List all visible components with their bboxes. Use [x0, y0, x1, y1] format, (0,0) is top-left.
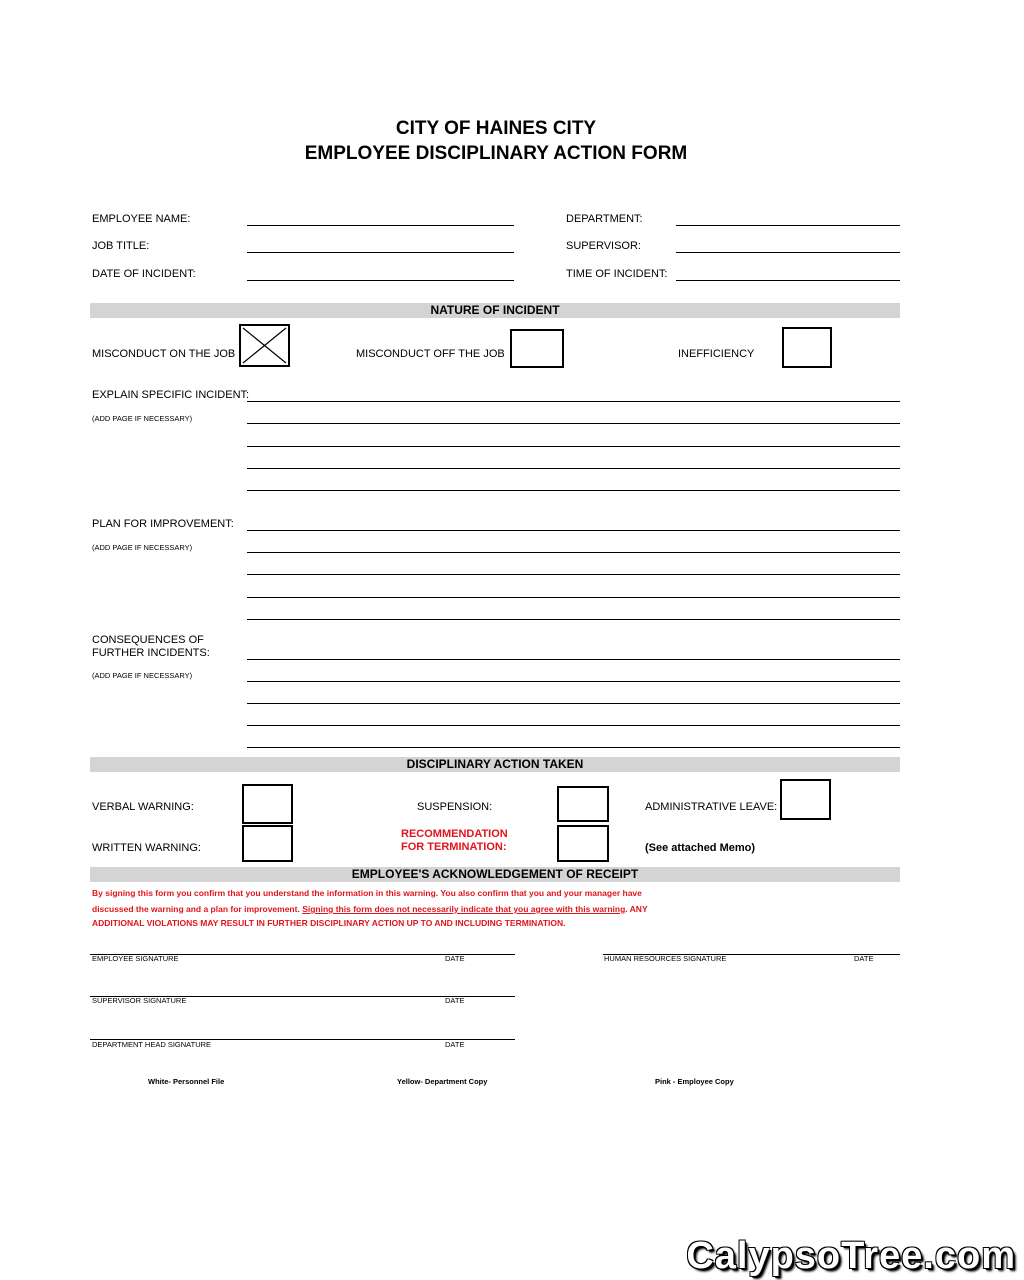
- consequences-line[interactable]: [247, 703, 900, 704]
- date-label: DATE: [854, 954, 874, 963]
- job-title-label: JOB TITLE:: [92, 240, 150, 252]
- consequences-line[interactable]: [247, 725, 900, 726]
- date-of-incident-label: DATE OF INCIDENT:: [92, 268, 196, 280]
- department-label: DEPARTMENT:: [566, 213, 643, 225]
- for-termination-label: FOR TERMINATION:: [401, 841, 507, 853]
- suspension-checkbox[interactable]: [557, 786, 609, 822]
- pink-copy-note: Pink - Employee Copy: [655, 1077, 734, 1086]
- form-title: EMPLOYEE DISCIPLINARY ACTION FORM: [304, 143, 688, 164]
- recommendation-label: RECOMMENDATION: [401, 828, 508, 840]
- ack-text-part: discussed the warning and a plan for improvement.: [92, 904, 300, 914]
- explain-incident-label: EXPLAIN SPECIFIC INCIDENT:: [92, 389, 250, 401]
- explain-line[interactable]: [247, 423, 900, 424]
- supervisor-field[interactable]: [676, 252, 900, 253]
- verbal-warning-label: VERBAL WARNING:: [92, 801, 194, 813]
- yellow-copy-note: Yellow- Department Copy: [397, 1077, 488, 1086]
- date-of-incident-field[interactable]: [247, 280, 514, 281]
- ack-underlined-text: Signing this form does not necessarily indicate that you agree with this warning: [302, 904, 626, 914]
- add-page-note: (ADD PAGE IF NECESSARY): [92, 671, 193, 680]
- watermark: CalypsoTree.com: [686, 1235, 1016, 1277]
- date-label: DATE: [445, 1040, 465, 1049]
- acknowledgement-text-line-3: ADDITIONAL VIOLATIONS MAY RESULT IN FURTHER DISCIPLINARY ACTION UP TO AND INCLUDING TERMINATION.: [92, 918, 566, 928]
- org-title: CITY OF HAINES CITY: [395, 118, 597, 139]
- see-attached-memo: (See attached Memo): [645, 842, 756, 854]
- nature-of-incident-heading: NATURE OF INCIDENT: [90, 303, 900, 318]
- consequences-line[interactable]: [247, 659, 900, 660]
- suspension-label: SUSPENSION:: [417, 801, 493, 813]
- department-head-signature-label: DEPARTMENT HEAD SIGNATURE: [92, 1040, 212, 1049]
- date-label: DATE: [445, 954, 465, 963]
- date-label: DATE: [445, 996, 465, 1005]
- employee-signature-label: EMPLOYEE SIGNATURE: [92, 954, 179, 963]
- ack-text-part: . ANY: [625, 904, 648, 914]
- job-title-field[interactable]: [247, 252, 514, 253]
- misconduct-off-job-label: MISCONDUCT OFF THE JOB: [356, 348, 505, 360]
- time-of-incident-label: TIME OF INCIDENT:: [566, 268, 668, 280]
- written-warning-checkbox[interactable]: [242, 825, 293, 862]
- misconduct-on-job-label: MISCONDUCT ON THE JOB: [92, 348, 236, 360]
- plan-line[interactable]: [247, 619, 900, 620]
- inefficiency-checkbox[interactable]: [782, 327, 832, 368]
- explain-line[interactable]: [247, 490, 900, 491]
- supervisor-label: SUPERVISOR:: [566, 240, 641, 252]
- hr-signature-label: HUMAN RESOURCES SIGNATURE: [604, 954, 727, 963]
- add-page-note: (ADD PAGE IF NECESSARY): [92, 543, 193, 552]
- time-of-incident-field[interactable]: [676, 280, 900, 281]
- acknowledgement-text-line-2: [92, 904, 648, 914]
- add-page-note: (ADD PAGE IF NECESSARY): [92, 414, 193, 423]
- inefficiency-label: INEFFICIENCY: [678, 348, 755, 360]
- checked-x-icon: [241, 326, 288, 365]
- explain-line[interactable]: [247, 468, 900, 469]
- department-field[interactable]: [676, 225, 900, 226]
- consequences-line[interactable]: [247, 747, 900, 748]
- employee-name-field[interactable]: [247, 225, 514, 226]
- misconduct-on-job-checkbox[interactable]: [239, 324, 290, 367]
- misconduct-off-job-checkbox[interactable]: [510, 329, 564, 368]
- plan-line[interactable]: [247, 530, 900, 531]
- plan-line[interactable]: [247, 552, 900, 553]
- supervisor-signature-label: SUPERVISOR SIGNATURE: [92, 996, 187, 1005]
- employee-name-label: EMPLOYEE NAME:: [92, 213, 191, 225]
- termination-checkbox[interactable]: [557, 825, 609, 862]
- consequences-label: CONSEQUENCES OF: [92, 634, 204, 646]
- explain-line[interactable]: [247, 401, 900, 402]
- explain-line[interactable]: [247, 446, 900, 447]
- plan-line[interactable]: [247, 574, 900, 575]
- plan-improvement-label: PLAN FOR IMPROVEMENT:: [92, 518, 234, 530]
- administrative-leave-label: ADMINISTRATIVE LEAVE:: [645, 801, 778, 813]
- plan-line[interactable]: [247, 597, 900, 598]
- acknowledgement-heading: EMPLOYEE'S ACKNOWLEDGEMENT OF RECEIPT: [90, 867, 900, 882]
- administrative-leave-checkbox[interactable]: [780, 779, 831, 820]
- verbal-warning-checkbox[interactable]: [242, 784, 293, 824]
- disciplinary-action-heading: DISCIPLINARY ACTION TAKEN: [90, 757, 900, 772]
- written-warning-label: WRITTEN WARNING:: [92, 842, 201, 854]
- white-copy-note: White- Personnel File: [148, 1077, 225, 1086]
- acknowledgement-text-line-1: By signing this form you confirm that you understand the information in this warning. You also confirm that you and your manager have: [92, 888, 642, 898]
- further-incidents-label: FURTHER INCIDENTS:: [92, 647, 210, 659]
- consequences-line[interactable]: [247, 681, 900, 682]
